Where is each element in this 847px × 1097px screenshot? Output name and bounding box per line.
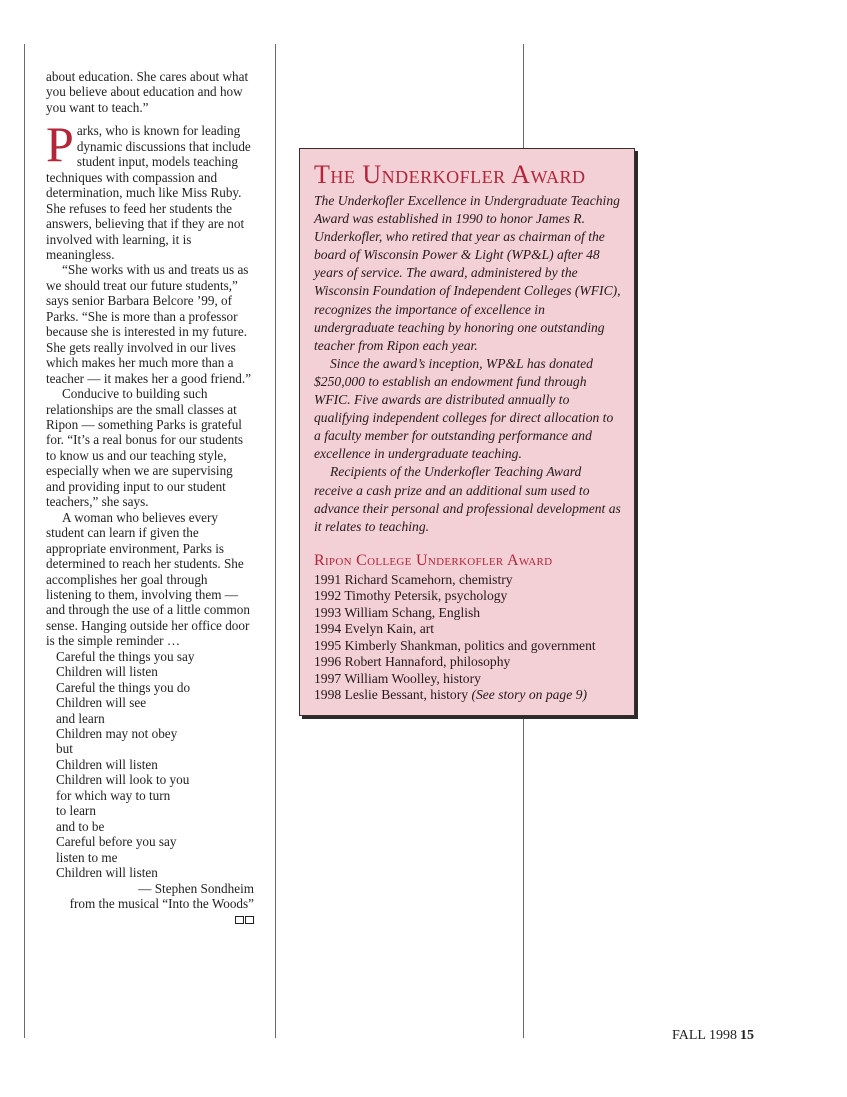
award-description — [314, 192, 622, 536]
paragraph-belcore-quote: “She works with us and treats us as we should treat our future students,” says senior Barbara Belcore ’99, of Parks. “She is more than a professor because she is interested in my future. She gets really involved in our lives which makes her much more than a teacher — it makes her a good friend.” — [46, 262, 252, 386]
award-title: The Underkofler Award — [314, 160, 586, 189]
winner-item-last — [314, 687, 622, 704]
poem-line: Children may not obey — [56, 726, 178, 742]
poem-line: for which way to turn — [56, 787, 171, 803]
paragraph-parks-text: arks, who is known for leading dynamic discussions that include student input, models teaching techniques with compassion and determination, much like Miss Ruby. She refuses to feed her students the answers, believing that if they are not involved with learning, it is meaningless. — [46, 123, 251, 262]
winner-item-text: 1998 Leslie Bessant, history — [314, 687, 469, 703]
article-column — [46, 69, 254, 928]
poem-line: and learn — [56, 710, 105, 726]
column-rule-left — [24, 44, 25, 1038]
winner-item: 1996 Robert Hannaford, philosophy — [314, 654, 511, 670]
winner-item: 1997 William Woolley, history — [314, 670, 481, 686]
winner-item: 1991 Richard Scamehorn, chemistry — [314, 571, 513, 587]
poem-line: Children will see — [56, 695, 147, 711]
paragraph-parks — [46, 116, 254, 262]
poem-line: to learn — [56, 803, 96, 819]
column-rule-middle — [275, 44, 276, 1038]
poem-line: Children will listen — [56, 756, 158, 772]
end-of-story-icon — [56, 912, 254, 927]
award-paragraph: Since the award’s inception, WP&L has donated $250,000 to establish an endowment fund through WFIC. Five awards are distributed annually to qualifying independent colleges for direct allocation to a faculty member for outstanding performance and excellence in undergraduate teaching. — [314, 355, 614, 462]
award-paragraph: The Underkofler Excellence in Undergraduate Teaching Award was established in 1990 to honor James R. Underkofler, who retired that year as chairman of the board of Wisconsin Power & Light (WP&L) after 48 years of service. The award, administered by the Wisconsin Foundation of Independent Colleges (WFIC), recognizes the importance of excellence in undergraduate teaching by honoring one outstanding teacher from Ripon each year. — [314, 193, 621, 353]
winners-list — [314, 572, 622, 704]
issue-label: FALL 1998 — [672, 1028, 737, 1043]
see-story-note: (See story on page 9) — [471, 687, 587, 703]
poem-line: Careful the things you do — [56, 679, 191, 695]
page-number: 15 — [739, 1028, 754, 1043]
poem-attribution: — Stephen Sondheim — [138, 880, 254, 896]
winner-item: 1994 Evelyn Kain, art — [314, 621, 435, 637]
winner-item: 1992 Timothy Petersik, psychology — [314, 588, 508, 604]
opening-paragraph: about education. She cares about what you believe about education and how you want to teach.” — [46, 69, 249, 115]
winner-item: 1993 William Schang, English — [314, 604, 481, 620]
poem — [56, 649, 254, 928]
underkofler-award-sidebar — [299, 148, 635, 716]
winner-item: 1995 Kimberly Shankman, politics and government — [314, 637, 596, 653]
poem-source: from the musical “Into the Woods” — [69, 896, 254, 912]
poem-line: Children will look to you — [56, 772, 190, 788]
paragraph-small-classes: Conducive to building such relationships are the small classes at Ripon — something Parks is grateful for. “It’s a real bonus for our students to know us and our teaching style, especially when we are supervising and providing input to our student teachers,” she says. — [46, 386, 244, 510]
paragraph-reach-students: A woman who believes every student can learn if given the appropriate environment, Parks is determined to reach her students. She accomplishes her goal through listening to them, involving them — and through the use of a little common sense. Hanging outside her office door is the simple reminder … — [46, 509, 250, 649]
poem-line: listen to me — [56, 849, 118, 865]
poem-line: Children will listen — [56, 664, 158, 680]
page-folio — [672, 1028, 754, 1044]
poem-line: Children will listen — [56, 865, 158, 881]
poem-line: but — [56, 741, 73, 757]
award-paragraph: Recipients of the Underkofler Teaching Award receive a cash prize and an additional sum used to advance their personal and professional development as it relates to teaching. — [314, 464, 621, 534]
poem-line: and to be — [56, 818, 105, 834]
poem-line: Careful before you say — [56, 834, 177, 850]
drop-cap: P — [46, 116, 74, 173]
winners-heading: Ripon College Underkofler Award — [314, 551, 553, 569]
poem-line: Careful the things you say — [56, 648, 195, 664]
